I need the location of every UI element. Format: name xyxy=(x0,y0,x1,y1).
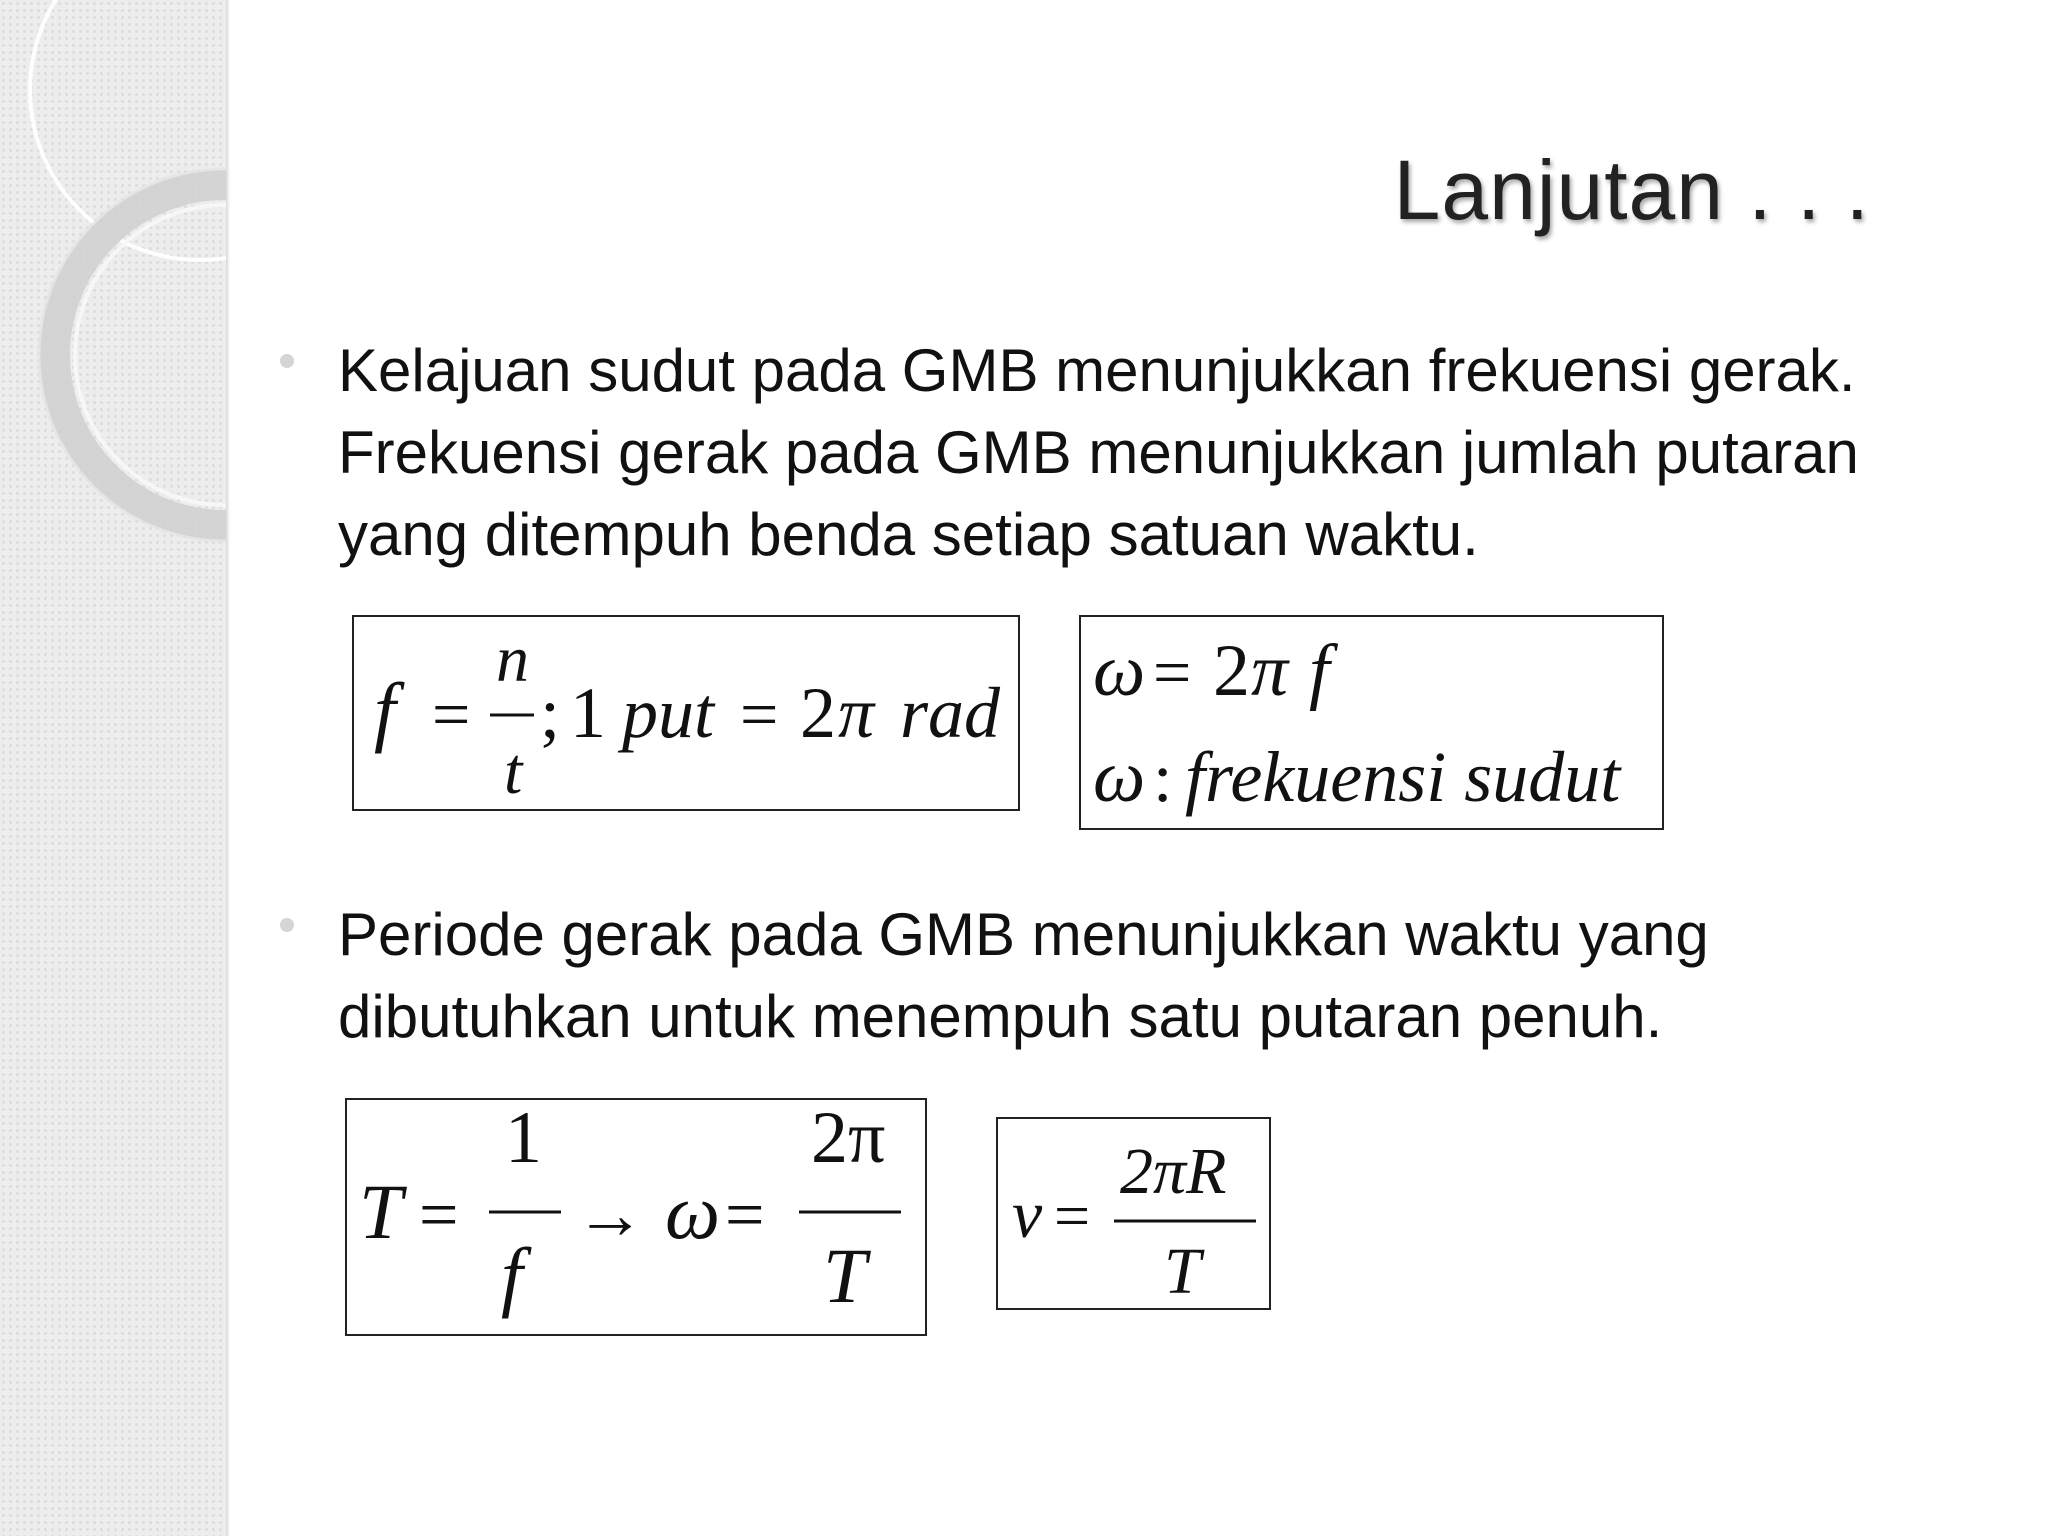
formula-symbol: π xyxy=(838,673,875,753)
formula-linear-velocity-box xyxy=(996,1117,1271,1310)
formula-symbol: v xyxy=(1012,1176,1043,1252)
bullet-item-1 xyxy=(280,330,1920,576)
formula-frequency-box xyxy=(352,615,1020,811)
formula-symbol: put xyxy=(622,673,715,753)
formula-linear-velocity xyxy=(998,1119,1273,1312)
bullet-text-1: Kelajuan sudut pada GMB menunjukkan frekuensi gerak. Frekuensi gerak pada GMB menunjukkan jumlah putaran yang ditempuh benda setiap satuan waktu. xyxy=(338,337,1859,568)
formula-symbol: = xyxy=(1153,634,1192,710)
formula-denominator: t xyxy=(504,735,523,808)
formula-frequency xyxy=(354,617,1022,813)
formula-symbol: 2 xyxy=(1213,630,1250,712)
slide-title: Lanjutan . . . xyxy=(1393,143,1870,237)
formula-angular-frequency-box xyxy=(1079,615,1664,830)
bullet-dot xyxy=(280,918,294,932)
formula-symbol: = xyxy=(740,676,779,752)
formula-symbol: f xyxy=(1309,630,1330,712)
formula-numerator: 2πR xyxy=(1120,1135,1227,1208)
formula-angular-frequency xyxy=(1081,617,1666,832)
formula-symbol: rad xyxy=(900,673,1001,753)
formula-symbol: = xyxy=(419,1177,459,1254)
formula-denominator: f xyxy=(501,1232,523,1319)
left-panel-edge xyxy=(226,0,230,1536)
bullet-text-2: Periode gerak pada GMB menunjukkan waktu yang dibutuhkan untuk menempuh satu putaran penuh. xyxy=(338,901,1709,1050)
left-decorative-panel xyxy=(0,0,226,1536)
formula-denominator: T xyxy=(1164,1235,1201,1308)
formula-numerator: 2π xyxy=(811,1097,886,1179)
formula-symbol: = xyxy=(432,676,471,752)
formula-numerator: 1 xyxy=(505,1097,542,1179)
formula-symbol: f xyxy=(374,667,396,754)
formula-denominator: T xyxy=(823,1232,867,1319)
formula-symbol: π xyxy=(1251,630,1289,712)
formula-symbol: ω xyxy=(1093,630,1146,712)
formula-symbol: = xyxy=(1054,1180,1091,1251)
decorative-rings-icon xyxy=(0,0,226,1536)
formula-symbol: 1 xyxy=(570,673,606,753)
formula-symbol: = xyxy=(725,1177,765,1254)
formula-symbol: ω xyxy=(1093,736,1146,818)
bullet-item-2 xyxy=(280,894,1920,1058)
formula-period xyxy=(347,1097,929,1338)
formula-numerator: n xyxy=(496,623,529,696)
formula-symbol: ; xyxy=(540,673,561,753)
formula-symbol: 2 xyxy=(800,673,836,753)
formula-symbol: T xyxy=(359,1168,403,1255)
formula-arrow: → xyxy=(575,1177,645,1254)
formula-symbol: : xyxy=(1153,740,1173,817)
formula-symbol: ω xyxy=(665,1168,721,1255)
formula-period-box xyxy=(345,1098,927,1336)
bullet-dot xyxy=(280,354,294,368)
formula-description: frekuensi sudut xyxy=(1185,737,1621,817)
